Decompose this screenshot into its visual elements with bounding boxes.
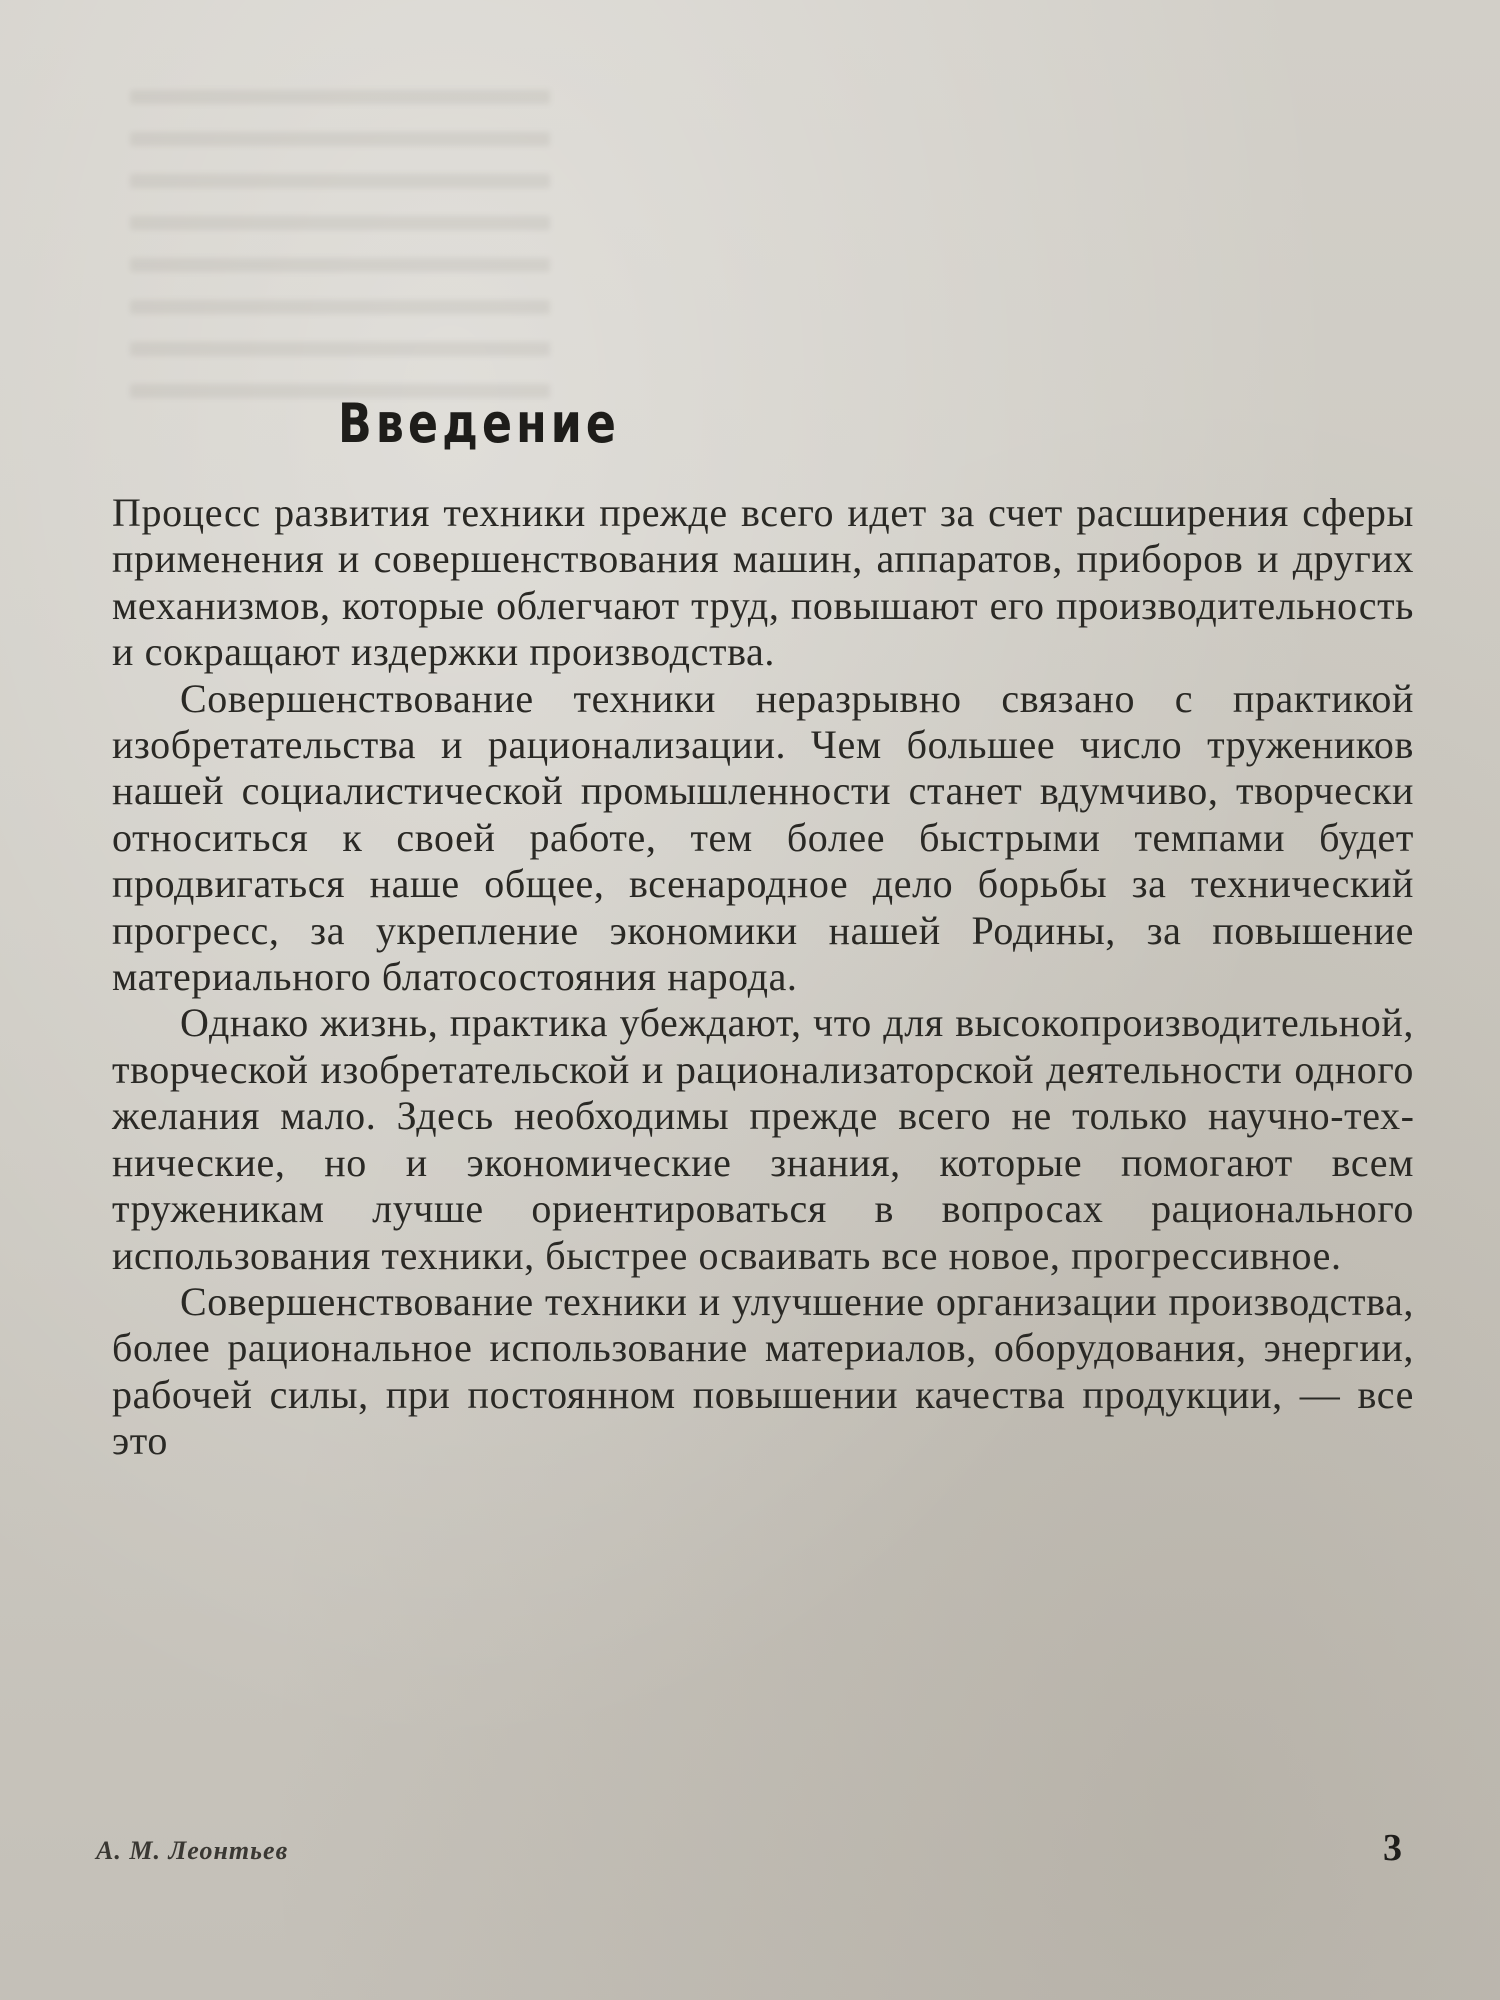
footer-author-signature: А. М. Леонтьев: [96, 1836, 289, 1865]
chapter-heading: Введение: [338, 392, 621, 455]
paragraph: Совершенствование техники неразрывно связано с практикой изобретательства и рационализации. Чем большее число тружеников нашей социалистической промышленности станет вдумчиво, творчески относиться к своей работе, тем более быстрыми темпами будет продвигаться наше общее, всенародное дело борьбы за технический прогресс, за укрепление экономики нашей Родины, за повышение материального блатосостояния народа.: [112, 675, 1414, 1000]
paragraph: Процесс развития техники прежде всего идет за счет расширения сферы применения и совершенствования машин, аппаратов, приборов и других механизмов, которые облегчают труд, повышают его производительность и сокращают издержки производства.: [112, 490, 1414, 675]
bleed-through-shadow: [130, 90, 550, 420]
page-number: 3: [1383, 1827, 1402, 1869]
paragraph: Совершенствование техники и улучшение организации производства, более рациональное использование материалов, оборудования, энергии, рабочей силы, при постоянном повышении качества продукции, — все это: [112, 1278, 1414, 1464]
body-text: [112, 490, 1414, 1465]
paragraph: Однако жизнь, практика убеждают, что для высокопроизводительной, творческой изобретательской и рационализаторской деятельности одного желания мало. Здесь необходимы прежде всего не только научно-технические, но и экономические знания, которые помогают всем труженикам лучше ориентироваться в вопросах рационального использования техники, быстрее осваивать все новое, прогрессивное.: [112, 1000, 1414, 1278]
